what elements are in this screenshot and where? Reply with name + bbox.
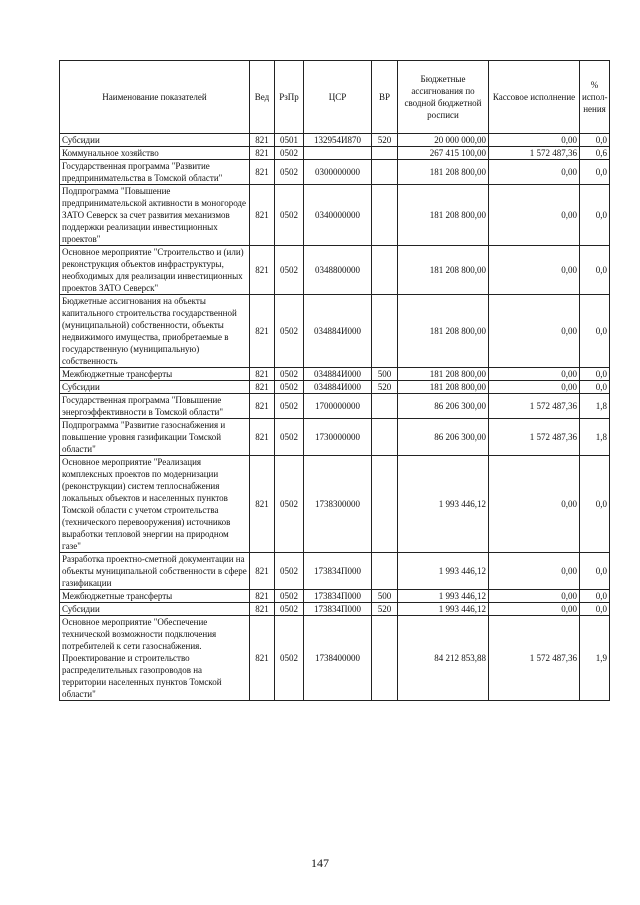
header-percent: % испол-нения — [580, 61, 610, 134]
cell-cash-execution: 0,00 — [489, 456, 580, 553]
cell-rzpr: 0501 — [275, 134, 304, 147]
cell-assignments: 181 208 800,00 — [398, 246, 489, 295]
table-row — [60, 368, 610, 381]
cell-csr: 1738400000 — [304, 616, 372, 701]
cell-vr — [372, 394, 398, 419]
cell-assignments: 1 993 446,12 — [398, 553, 489, 590]
header-name: Наименование показателей — [60, 61, 250, 134]
cell-assignments: 86 206 300,00 — [398, 419, 489, 456]
table-row — [60, 295, 610, 368]
cell-cash-execution: 1 572 487,36 — [489, 419, 580, 456]
cell-percent: 0,0 — [580, 134, 610, 147]
cell-vr: 520 — [372, 381, 398, 394]
cell-assignments: 181 208 800,00 — [398, 185, 489, 246]
cell-ved: 821 — [250, 147, 275, 160]
cell-rzpr: 0502 — [275, 185, 304, 246]
cell-cash-execution: 1 572 487,36 — [489, 147, 580, 160]
cell-assignments: 1 993 446,12 — [398, 590, 489, 603]
cell-vr — [372, 160, 398, 185]
cell-name: Межбюджетные трансферты — [60, 590, 250, 603]
header-csr: ЦСР — [304, 61, 372, 134]
cell-name: Подпрограмма "Развитие газоснабжения и повышение уровня газификации Томской области" — [60, 419, 250, 456]
cell-ved: 821 — [250, 246, 275, 295]
header-vr: ВР — [372, 61, 398, 134]
cell-name: Основное мероприятие "Реализация комплексных проектов по модернизации (реконструкции) систем теплоснабжения локальных объектов и населенных пунктов Томской области с учетом строительства (технического перевооружения) источников выработки тепловой энергии на природном газе" — [60, 456, 250, 553]
cell-vr: 520 — [372, 603, 398, 616]
cell-cash-execution: 0,00 — [489, 160, 580, 185]
cell-assignments: 20 000 000,00 — [398, 134, 489, 147]
cell-name: Субсидии — [60, 134, 250, 147]
cell-csr: 1738300000 — [304, 456, 372, 553]
cell-name: Разработка проектно-сметной документации на объекты муниципальной собственности в сфере газификации — [60, 553, 250, 590]
cell-ved: 821 — [250, 590, 275, 603]
cell-rzpr: 0502 — [275, 381, 304, 394]
cell-vr — [372, 456, 398, 553]
cell-csr: 173834П000 — [304, 553, 372, 590]
cell-rzpr: 0502 — [275, 456, 304, 553]
cell-rzpr: 0502 — [275, 553, 304, 590]
budget-table — [59, 60, 610, 701]
cell-ved: 821 — [250, 185, 275, 246]
cell-percent: 0,0 — [580, 160, 610, 185]
cell-name: Основное мероприятие "Обеспечение технической возможности подключения потребителей к сети газоснабжения. Проектирование и строительство распределительных газопроводов на территории населенных пунктов Томской области" — [60, 616, 250, 701]
cell-csr: 1700000000 — [304, 394, 372, 419]
cell-vr — [372, 147, 398, 160]
cell-name: Бюджетные ассигнования на объекты капитального строительства государственной (муниципальной) собственности, объекты недвижимого имущества, приобретаемые в государственную (муниципальную) собственность — [60, 295, 250, 368]
cell-percent: 0,0 — [580, 456, 610, 553]
cell-cash-execution: 0,00 — [489, 246, 580, 295]
cell-cash-execution: 0,00 — [489, 185, 580, 246]
cell-vr — [372, 616, 398, 701]
cell-rzpr: 0502 — [275, 368, 304, 381]
cell-vr — [372, 185, 398, 246]
cell-csr: 173834П000 — [304, 603, 372, 616]
cell-rzpr: 0502 — [275, 147, 304, 160]
cell-ved: 821 — [250, 456, 275, 553]
header-cash-execution: Кассовое исполнение — [489, 61, 580, 134]
cell-vr: 520 — [372, 134, 398, 147]
table-row — [60, 185, 610, 246]
table-row — [60, 394, 610, 419]
cell-percent: 0,0 — [580, 590, 610, 603]
cell-percent: 0,0 — [580, 553, 610, 590]
header-assignments: Бюджетные ассигнования по сводной бюджетной росписи — [398, 61, 489, 134]
cell-percent: 0,0 — [580, 381, 610, 394]
cell-vr — [372, 246, 398, 295]
table-row — [60, 381, 610, 394]
header-row — [60, 61, 610, 134]
cell-ved: 821 — [250, 160, 275, 185]
table-row — [60, 553, 610, 590]
cell-csr: 173834П000 — [304, 590, 372, 603]
cell-name: Государственная программа "Развитие предпринимательства в Томской области" — [60, 160, 250, 185]
cell-csr: 034884И000 — [304, 381, 372, 394]
cell-rzpr: 0502 — [275, 160, 304, 185]
cell-percent: 0,6 — [580, 147, 610, 160]
cell-csr: 0340000000 — [304, 185, 372, 246]
cell-percent: 1,8 — [580, 419, 610, 456]
header-ved: Вед — [250, 61, 275, 134]
cell-cash-execution: 0,00 — [489, 603, 580, 616]
cell-csr: 1730000000 — [304, 419, 372, 456]
page-number: 147 — [311, 856, 329, 870]
cell-name: Субсидии — [60, 603, 250, 616]
cell-rzpr: 0502 — [275, 616, 304, 701]
cell-assignments: 84 212 853,88 — [398, 616, 489, 701]
cell-name: Основное мероприятие "Строительство и (или) реконструкция объектов инфраструктуры, необходимых для реализации инвестиционных проектов ЗАТО Северск" — [60, 246, 250, 295]
table-row — [60, 134, 610, 147]
table-row — [60, 616, 610, 701]
cell-ved: 821 — [250, 295, 275, 368]
table-row — [60, 603, 610, 616]
cell-name: Межбюджетные трансферты — [60, 368, 250, 381]
cell-rzpr: 0502 — [275, 603, 304, 616]
cell-percent: 0,0 — [580, 185, 610, 246]
cell-percent: 0,0 — [580, 246, 610, 295]
cell-vr — [372, 295, 398, 368]
cell-assignments: 1 993 446,12 — [398, 603, 489, 616]
cell-rzpr: 0502 — [275, 295, 304, 368]
cell-percent: 0,0 — [580, 295, 610, 368]
cell-cash-execution: 0,00 — [489, 295, 580, 368]
cell-ved: 821 — [250, 134, 275, 147]
cell-assignments: 267 415 100,00 — [398, 147, 489, 160]
cell-csr: 034884И000 — [304, 368, 372, 381]
cell-name: Государственная программа "Повышение энергоэффективности в Томской области" — [60, 394, 250, 419]
table-row — [60, 147, 610, 160]
cell-vr — [372, 553, 398, 590]
cell-cash-execution: 0,00 — [489, 368, 580, 381]
cell-percent: 1,8 — [580, 394, 610, 419]
cell-cash-execution: 0,00 — [489, 134, 580, 147]
table-row — [60, 590, 610, 603]
cell-cash-execution: 1 572 487,36 — [489, 394, 580, 419]
table-row — [60, 246, 610, 295]
cell-vr — [372, 419, 398, 456]
cell-assignments: 181 208 800,00 — [398, 381, 489, 394]
table-row — [60, 456, 610, 553]
table-row — [60, 419, 610, 456]
cell-name: Подпрограмма "Повышение предпринимательской активности в моногороде ЗАТО Северск за счет развития механизмов поддержки реализации инвестиционных проектов" — [60, 185, 250, 246]
cell-ved: 821 — [250, 553, 275, 590]
cell-ved: 821 — [250, 394, 275, 419]
cell-cash-execution: 0,00 — [489, 553, 580, 590]
cell-percent: 0,0 — [580, 368, 610, 381]
table-row — [60, 160, 610, 185]
cell-rzpr: 0502 — [275, 590, 304, 603]
cell-ved: 821 — [250, 419, 275, 456]
cell-percent: 0,0 — [580, 603, 610, 616]
cell-ved: 821 — [250, 603, 275, 616]
cell-assignments: 181 208 800,00 — [398, 295, 489, 368]
cell-cash-execution: 0,00 — [489, 381, 580, 394]
cell-assignments: 86 206 300,00 — [398, 394, 489, 419]
cell-csr: 034884И000 — [304, 295, 372, 368]
cell-assignments: 181 208 800,00 — [398, 160, 489, 185]
cell-csr: 132954И870 — [304, 134, 372, 147]
cell-cash-execution: 0,00 — [489, 590, 580, 603]
cell-assignments: 181 208 800,00 — [398, 368, 489, 381]
cell-vr: 500 — [372, 368, 398, 381]
cell-csr: 0348800000 — [304, 246, 372, 295]
cell-name: Коммунальное хозяйство — [60, 147, 250, 160]
cell-assignments: 1 993 446,12 — [398, 456, 489, 553]
cell-csr: 0300000000 — [304, 160, 372, 185]
cell-rzpr: 0502 — [275, 246, 304, 295]
cell-csr — [304, 147, 372, 160]
cell-name: Субсидии — [60, 381, 250, 394]
cell-ved: 821 — [250, 368, 275, 381]
cell-rzpr: 0502 — [275, 419, 304, 456]
cell-rzpr: 0502 — [275, 394, 304, 419]
cell-ved: 821 — [250, 616, 275, 701]
cell-cash-execution: 1 572 487,36 — [489, 616, 580, 701]
cell-ved: 821 — [250, 381, 275, 394]
header-rzpr: РзПр — [275, 61, 304, 134]
cell-vr: 500 — [372, 590, 398, 603]
cell-percent: 1,9 — [580, 616, 610, 701]
